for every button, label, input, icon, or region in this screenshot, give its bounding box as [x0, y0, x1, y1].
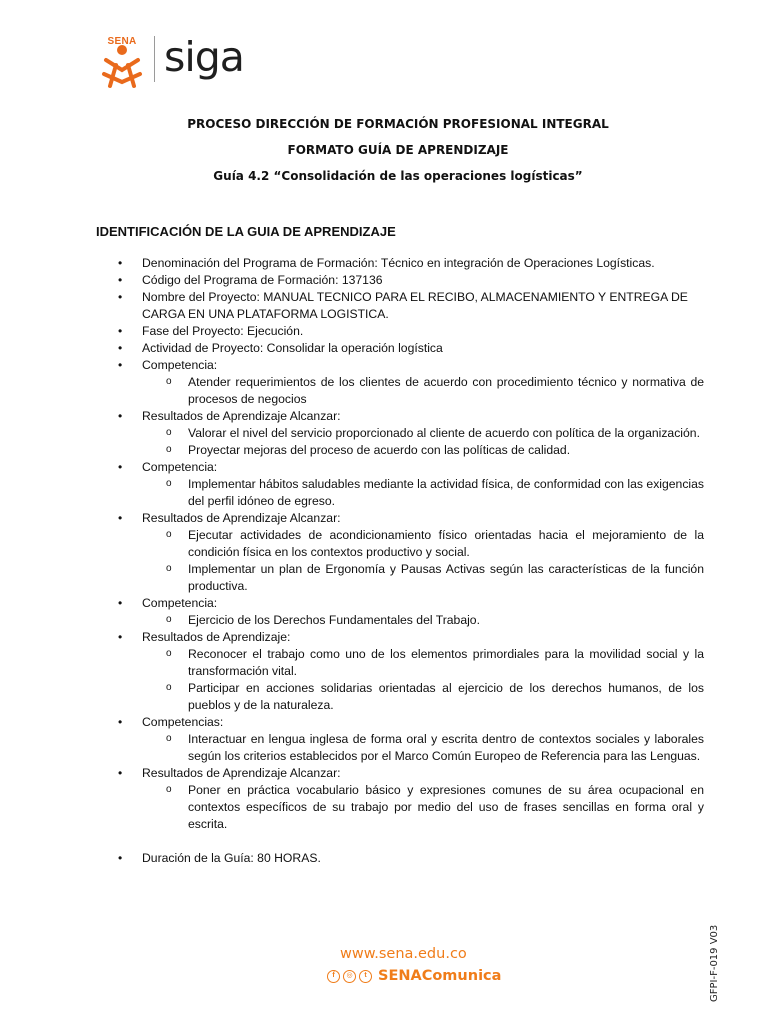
sub-list [142, 612, 704, 629]
list-item [94, 765, 704, 833]
document-titles [0, 115, 768, 193]
page-header [94, 30, 264, 90]
title-format: FORMATO GUÍA DE APRENDIZAJE [287, 143, 509, 157]
list-item [94, 408, 704, 459]
sub-list-item: o Valorar el nivel del servicio proporcionado al cliente de acuerdo con política de la organización. [142, 425, 704, 442]
sub-list-item: o Proyectar mejoras del proceso de acuerdo con las políticas de calidad. [142, 442, 704, 459]
sub-list-item: o Atender requerimientos de los clientes de acuerdo con procedimiento técnico y normativa de procesos de negocios [142, 374, 704, 408]
title-process: PROCESO DIRECCIÓN DE FORMACIÓN PROFESIONAL INTEGRAL [187, 117, 609, 131]
facebook-icon[interactable]: f [327, 970, 340, 983]
item-text: Duración de la Guía: 80 HORAS. [142, 851, 321, 865]
sub-list [142, 374, 704, 408]
sub-list [142, 646, 704, 714]
item-text: Fase del Proyecto: Ejecución. [142, 324, 304, 338]
title-guide: Guía 4.2 “Consolidación de las operaciones logísticas” [213, 169, 583, 183]
website-link[interactable]: www.sena.edu.co [340, 946, 467, 962]
sub-list-item: o Participar en acciones solidarias orientadas al ejercicio de los derechos humanos, de los pueblos y de la naturaleza. [142, 680, 704, 714]
item-text: Competencia: [142, 358, 218, 372]
sub-list [142, 782, 704, 833]
sub-list-item: o Reconocer el trabajo como uno de los elementos primordiales para la movilidad social y la transformación vital. [142, 646, 704, 680]
sub-list [142, 425, 704, 459]
list-item [94, 289, 704, 323]
item-text: Competencias: [142, 715, 224, 729]
list-item [94, 629, 704, 714]
sub-list-item: o Implementar un plan de Ergonomía y Pausas Activas según las características de la función productiva. [142, 561, 704, 595]
list-item [94, 340, 704, 357]
item-text: Resultados de Aprendizaje Alcanzar: [142, 766, 341, 780]
twitter-icon[interactable]: t [359, 970, 372, 983]
sub-list [142, 476, 704, 510]
identification-list [94, 255, 704, 867]
item-text: Nombre del Proyecto: MANUAL TECNICO PARA EL RECIBO, ALMACENAMIENTO Y ENTREGA DE CARGA EN UNA PLATAFORMA LOGISTICA. [142, 290, 688, 321]
section-heading: IDENTIFICACIÓN DE LA GUIA DE APRENDIZAJE [96, 224, 396, 239]
sub-list-item: o Interactuar en lengua inglesa de forma oral y escrita dentro de contextos sociales y laborales según los criterios establecidos por el Marco Común Europeo de Referencia para las Lenguas. [142, 731, 704, 765]
sub-list [142, 731, 704, 765]
logo-divider [154, 36, 155, 82]
item-text: Resultados de Aprendizaje: [142, 630, 291, 644]
item-text: Competencia: [142, 596, 218, 610]
sub-list-item: o Poner en práctica vocabulario básico y expresiones comunes de su área ocupacional en contextos específicos de su trabajo por medio del uso de frases sencillas en forma oral y escrita. [142, 782, 704, 833]
item-text: Resultados de Aprendizaje Alcanzar: [142, 511, 341, 525]
list-item [94, 357, 704, 408]
sub-list-item: o Ejecutar actividades de acondicionamiento físico orientadas hacia el mejoramiento de la condición física en los contextos productivo y social. [142, 527, 704, 561]
list-item [94, 255, 704, 272]
list-item [94, 272, 704, 289]
item-text: Competencia: [142, 460, 218, 474]
sub-list-item: o Ejercicio de los Derechos Fundamentales del Trabajo. [142, 612, 704, 629]
item-text: Código del Programa de Formación: 137136 [142, 273, 383, 287]
instagram-icon[interactable]: ◎ [343, 970, 356, 983]
sub-list-item: o Implementar hábitos saludables mediante la actividad física, de conformidad con las exigencias del perfil idóneo de egreso. [142, 476, 704, 510]
item-text: Resultados de Aprendizaje Alcanzar: [142, 409, 341, 423]
list-item [94, 595, 704, 629]
siga-logo: siga [164, 33, 244, 81]
item-text: Denominación del Programa de Formación: Técnico en integración de Operaciones Logísticas. [142, 256, 655, 270]
sena-logo [94, 30, 150, 90]
sub-list [142, 527, 704, 595]
list-item [94, 850, 704, 867]
list-item [94, 714, 704, 765]
list-item [94, 459, 704, 510]
social-handle: SENAComunica [378, 968, 502, 984]
list-item [94, 510, 704, 595]
guide-identification [94, 255, 704, 867]
sena-logo-text: SENA [107, 36, 137, 47]
item-text: Actividad de Proyecto: Consolidar la operación logística [142, 341, 443, 355]
list-item [94, 323, 704, 340]
social-footer [327, 966, 501, 986]
document-code: GFPI-F-019 V03 [709, 924, 720, 1002]
